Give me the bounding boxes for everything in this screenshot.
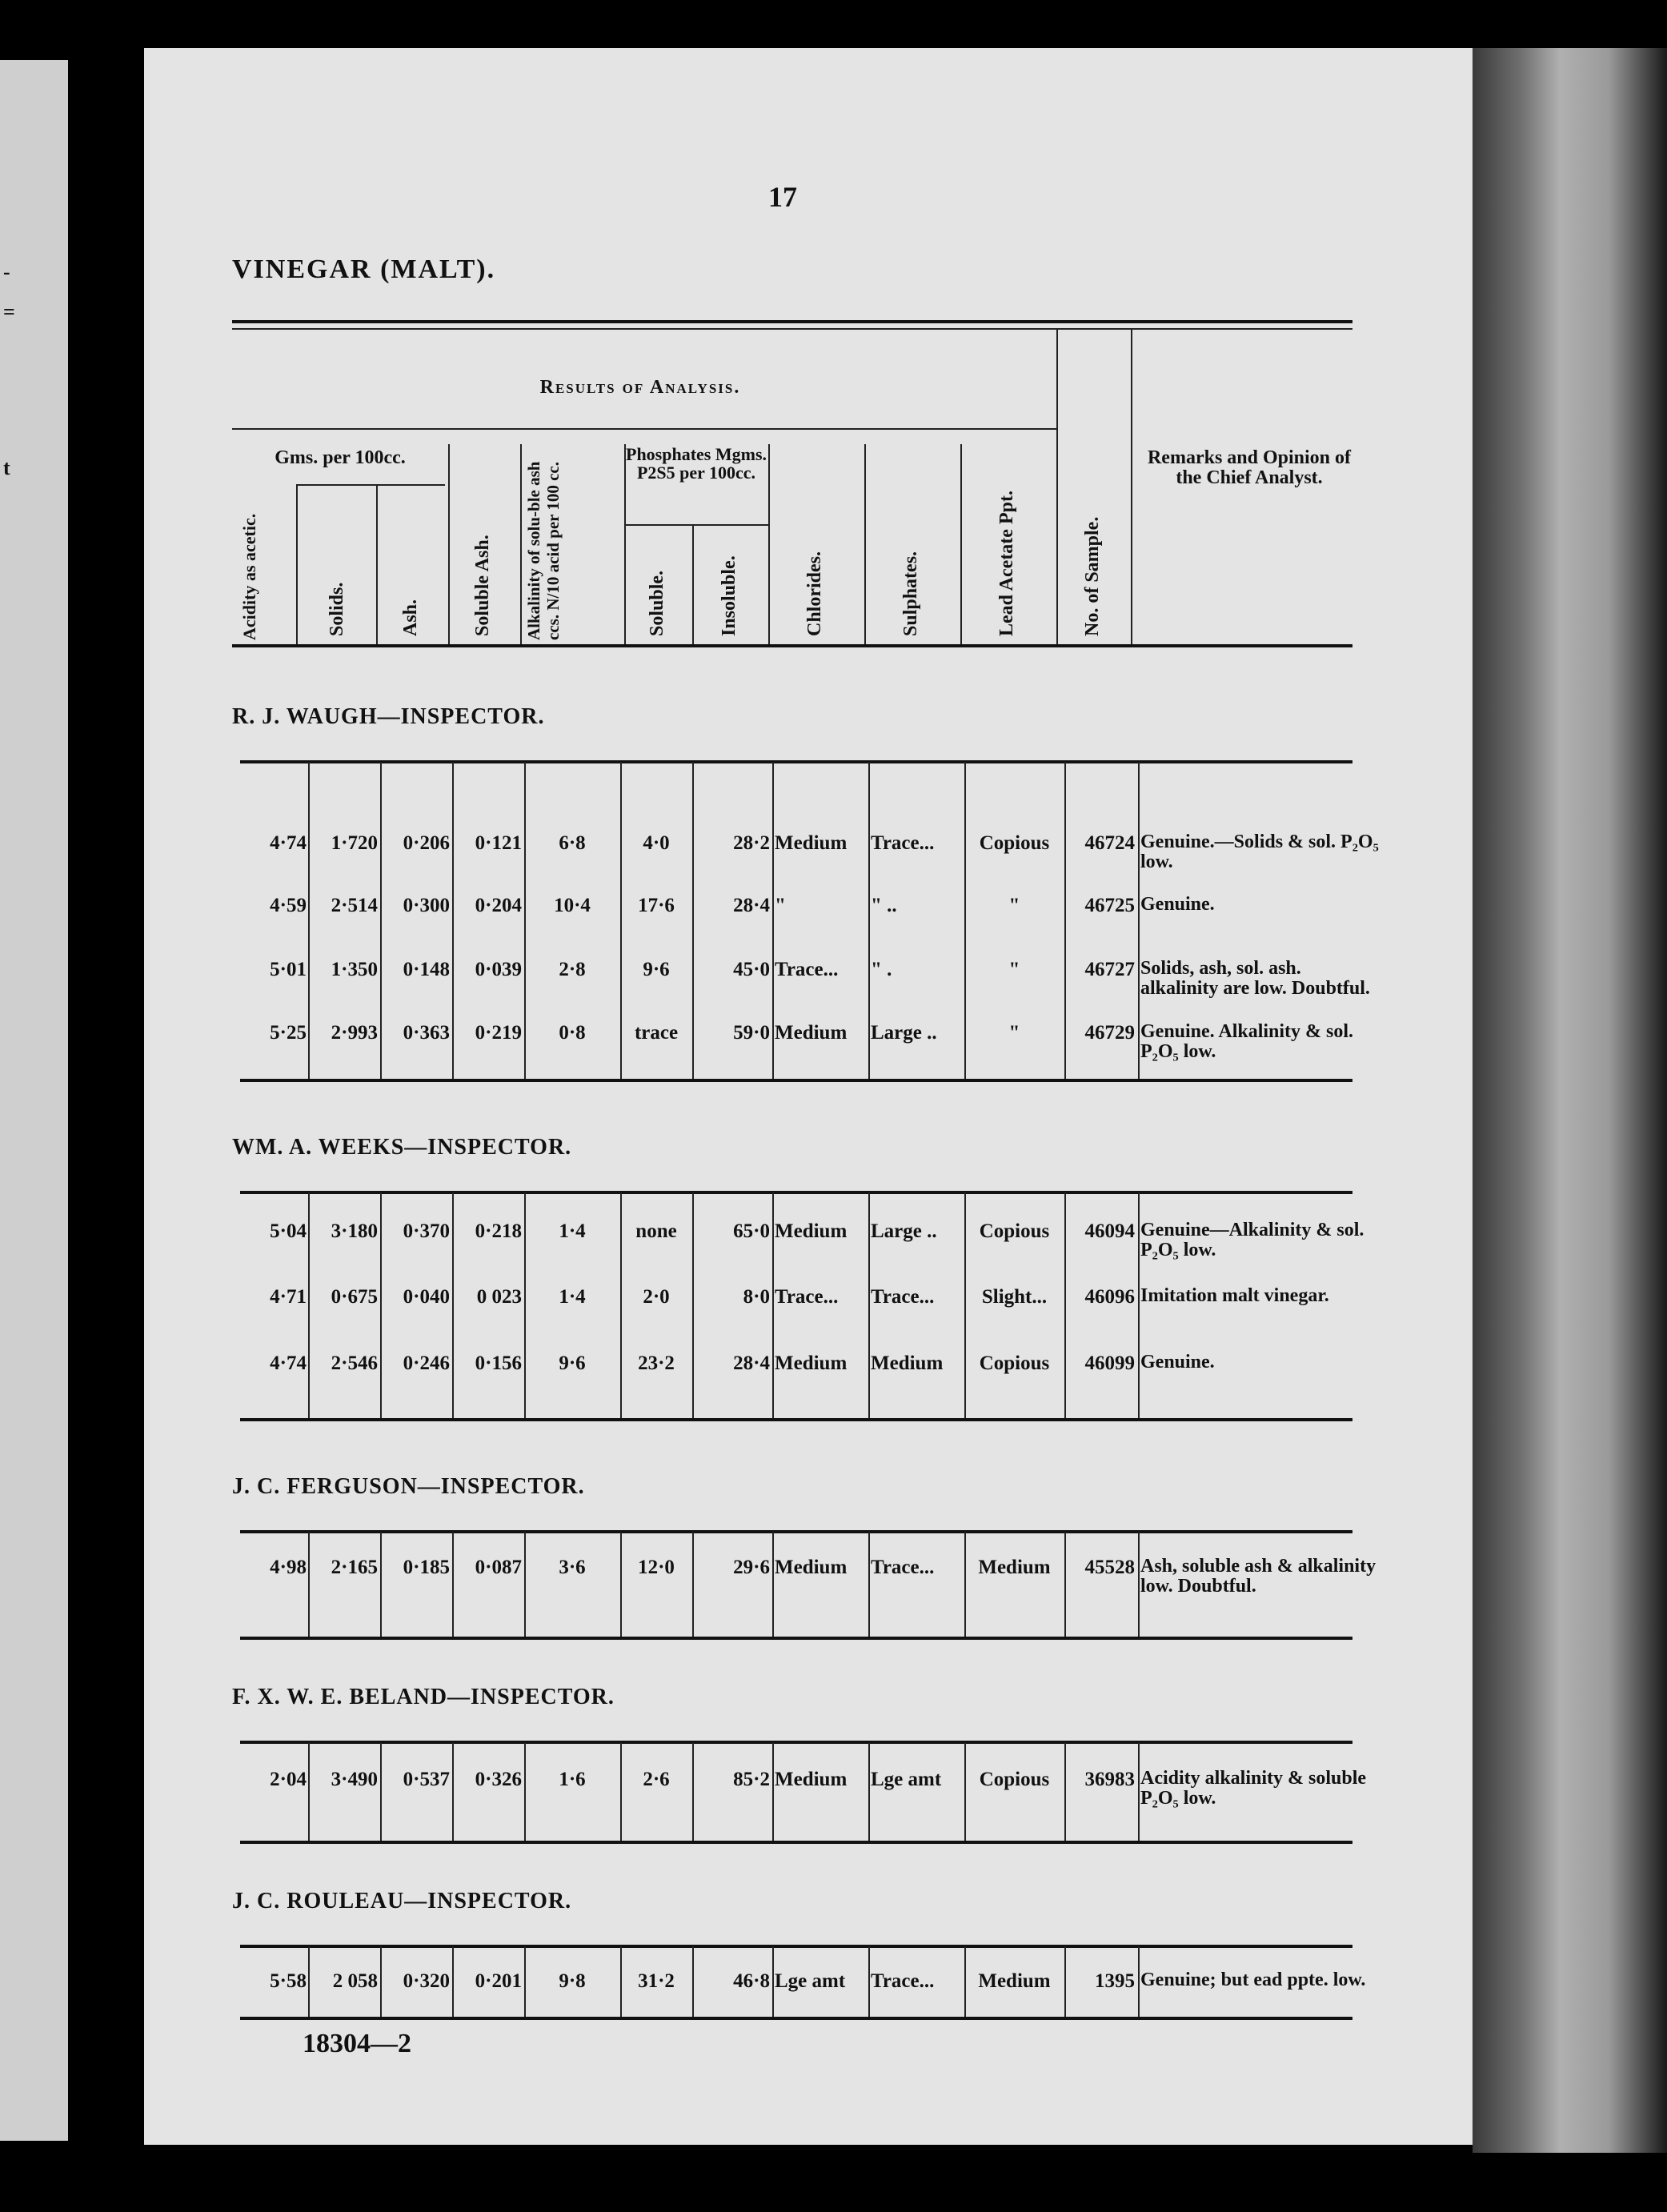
- table-top-rule: [232, 328, 1352, 330]
- table-cell-lead: Copious: [979, 1220, 1050, 1242]
- table-cell-acidity: 5·01: [270, 959, 307, 980]
- table-cell-alkalinity: 1·4: [559, 1286, 586, 1308]
- remarks-cell: Imitation malt vinegar.: [1140, 1285, 1329, 1306]
- table-cell-solids: 1·350: [331, 959, 378, 980]
- table-cell-sol-ash: 0 023: [476, 1286, 522, 1308]
- column-divider: [868, 1946, 870, 2017]
- table-cell-phos-insol: 46·8: [733, 1970, 770, 1992]
- header-divider: [960, 444, 962, 644]
- column-divider: [524, 1742, 526, 1841]
- table-cell-phos-insol: 29·6: [733, 1557, 770, 1578]
- column-divider: [964, 1532, 966, 1637]
- column-divider: [1138, 1192, 1140, 1418]
- section-bottom-rule: [240, 2017, 1352, 2020]
- column-divider: [380, 1532, 382, 1637]
- table-cell-phos-insol: 28·2: [733, 832, 770, 854]
- table-cell-ash: 0·040: [403, 1286, 450, 1308]
- table-cell-sol-ash: 0·039: [475, 959, 522, 980]
- inspector-heading: WM. A. WEEKS—INSPECTOR.: [232, 1135, 572, 1160]
- table-cell-chlorides: Medium: [775, 832, 848, 854]
- section-top-rule: [240, 1191, 1352, 1194]
- column-divider: [692, 1532, 694, 1637]
- header-divider: [520, 444, 522, 644]
- table-cell-lead: ": [1008, 895, 1020, 916]
- column-divider: [868, 1192, 870, 1418]
- table-cell-phos-insol: 28·4: [733, 1352, 770, 1374]
- remarks-cell: Acidity alkalinity & soluble P₂O₅ low.: [1140, 1768, 1367, 1809]
- column-divider: [620, 1742, 622, 1841]
- table-cell-sulphates: " .: [871, 959, 892, 980]
- table-cell-acidity: 4·98: [270, 1557, 307, 1578]
- column-divider: [868, 1742, 870, 1841]
- table-cell-alkalinity: 1·6: [559, 1769, 586, 1790]
- table-cell-phos-insol: 85·2: [733, 1769, 770, 1790]
- table-cell-sol-ash: 0·201: [475, 1970, 522, 1992]
- table-cell-phos-sol: 2·0: [643, 1286, 670, 1308]
- table-cell-ash: 0·185: [403, 1557, 450, 1578]
- table-cell-sample: 46729: [1084, 1022, 1135, 1044]
- table-cell-phos-insol: 65·0: [733, 1220, 770, 1242]
- table-cell-solids: 0·675: [331, 1286, 378, 1308]
- table-cell-sample: 46099: [1084, 1352, 1135, 1374]
- header-divider: [376, 484, 378, 644]
- column-divider: [620, 1532, 622, 1637]
- table-cell-solids: 3·180: [331, 1220, 378, 1242]
- header-divider: [296, 484, 298, 644]
- table-cell-solids: 2·514: [331, 895, 378, 916]
- table-cell-sol-ash: 0·204: [475, 895, 522, 916]
- header-rule: [296, 484, 445, 486]
- column-divider: [772, 1946, 774, 2017]
- table-cell-phos-sol: trace: [634, 1022, 679, 1044]
- column-divider: [772, 762, 774, 1079]
- table-cell-phos-sol: 12·0: [638, 1557, 675, 1578]
- table-cell-sulphates: Trace...: [871, 1286, 935, 1308]
- column-divider: [1138, 1742, 1140, 1841]
- table-cell-ash: 0·537: [403, 1769, 450, 1790]
- section-top-rule: [240, 1530, 1352, 1533]
- table-cell-sulphates: Large ..: [871, 1220, 937, 1242]
- table-cell-sol-ash: 0·087: [475, 1557, 522, 1578]
- section-top-rule: [240, 1945, 1352, 1948]
- table-cell-sulphates: Trace...: [871, 1970, 935, 1992]
- table-cell-alkalinity: 0·8: [559, 1022, 586, 1044]
- table-cell-phos-insol: 45·0: [733, 959, 770, 980]
- column-divider: [1138, 1532, 1140, 1637]
- soluble-heading: Soluble.: [647, 570, 667, 636]
- table-cell-phos-sol: 9·6: [643, 959, 670, 980]
- table-cell-phos-sol: 4·0: [643, 832, 670, 854]
- column-divider: [1138, 1946, 1140, 2017]
- remarks-cell: Genuine; but ead ppte. low.: [1140, 1970, 1366, 1990]
- inspector-heading: F. X. W. E. BELAND—INSPECTOR.: [232, 1685, 615, 1709]
- table-cell-chlorides: Trace...: [775, 959, 839, 980]
- left-page-mark: t: [3, 456, 10, 479]
- left-page-mark: -: [3, 260, 10, 283]
- table-cell-phos-sol: 17·6: [638, 895, 675, 916]
- table-cell-ash: 0·320: [403, 1970, 450, 1992]
- remarks-cell: Genuine—Alkalinity & sol. P₂O₅ low.: [1140, 1220, 1364, 1261]
- table-cell-chlorides: Medium: [775, 1220, 848, 1242]
- table-cell-acidity: 4·59: [270, 895, 307, 916]
- table-cell-acidity: 5·58: [270, 1970, 307, 1992]
- solids-heading: Solids.: [327, 582, 347, 636]
- table-cell-chlorides: Medium: [775, 1557, 848, 1578]
- header-divider: [692, 524, 694, 644]
- table-cell-phos-insol: 28·4: [733, 895, 770, 916]
- table-cell-acidity: 5·25: [270, 1022, 307, 1044]
- column-divider: [1138, 762, 1140, 1079]
- table-cell-lead: ": [1008, 1022, 1020, 1044]
- document-page: [144, 48, 1473, 2145]
- remarks-cell: Ash, soluble ash & alkalinity low. Doubtful.: [1140, 1556, 1376, 1597]
- table-cell-sulphates: Medium: [871, 1352, 944, 1374]
- table-cell-alkalinity: 9·6: [559, 1352, 586, 1374]
- soluble-ash-heading: Soluble Ash.: [472, 535, 493, 636]
- table-cell-chlorides: Medium: [775, 1769, 848, 1790]
- header-divider: [864, 444, 866, 644]
- table-cell-alkalinity: 2·8: [559, 959, 586, 980]
- table-cell-sol-ash: 0·326: [475, 1769, 522, 1790]
- table-cell-lead: Slight...: [981, 1286, 1048, 1308]
- lead-acetate-heading: Lead Acetate Ppt.: [996, 491, 1017, 636]
- table-cell-sulphates: " ..: [871, 895, 897, 916]
- table-cell-solids: 1·720: [331, 832, 378, 854]
- table-cell-solids: 3·490: [331, 1769, 378, 1790]
- header-divider: [1056, 328, 1058, 644]
- alkalinity-heading: Alkalinity of solu-ble ash ccs. N/10 acid per 100 cc.: [524, 461, 563, 640]
- table-cell-solids: 2·993: [331, 1022, 378, 1044]
- table-cell-alkalinity: 6·8: [559, 832, 586, 854]
- table-cell-lead: Medium: [978, 1557, 1051, 1578]
- table-cell-sol-ash: 0·219: [475, 1022, 522, 1044]
- header-rule: [232, 428, 1056, 430]
- table-cell-chlorides: ": [775, 895, 786, 916]
- remarks-heading: Remarks and Opinion of the Chief Analyst.: [1147, 447, 1352, 489]
- section-top-rule: [240, 1741, 1352, 1744]
- table-cell-sample: 46725: [1084, 895, 1135, 916]
- remarks-cell: Solids, ash, sol. ash. alkalinity are low. Doubtful.: [1140, 958, 1370, 1000]
- table-cell-ash: 0·148: [403, 959, 450, 980]
- inspector-heading: J. C. ROULEAU—INSPECTOR.: [232, 1889, 572, 1913]
- section-bottom-rule: [240, 1418, 1352, 1421]
- column-divider: [452, 1532, 454, 1637]
- chlorides-heading: Chlorides.: [804, 551, 825, 636]
- table-cell-sample: 36983: [1084, 1769, 1135, 1790]
- table-cell-ash: 0·363: [403, 1022, 450, 1044]
- remarks-cell: Genuine.: [1140, 894, 1215, 915]
- table-cell-solids: 2·165: [331, 1557, 378, 1578]
- insoluble-heading: Insoluble.: [719, 555, 739, 636]
- table-cell-sample: 1395: [1095, 1970, 1135, 1992]
- header-divider: [448, 444, 450, 644]
- remarks-cell: Genuine. Alkalinity & sol. P₂O₅ low.: [1140, 1021, 1354, 1063]
- phosphates-heading: Phosphates Mgms. P2S5 per 100cc.: [626, 444, 767, 483]
- column-divider: [308, 1532, 310, 1637]
- table-cell-sample: 46727: [1084, 959, 1135, 980]
- page-footer: 18304—2: [303, 2029, 411, 2058]
- section-top-rule: [240, 760, 1352, 763]
- gms-group-heading: Gms. per 100cc.: [274, 447, 406, 468]
- table-cell-alkalinity: 9·8: [559, 1970, 586, 1992]
- ash-heading: Ash.: [400, 599, 421, 636]
- column-divider: [1064, 1742, 1066, 1841]
- table-cell-sulphates: Trace...: [871, 832, 935, 854]
- left-page-edge: [0, 60, 68, 2141]
- table-cell-ash: 0·246: [403, 1352, 450, 1374]
- page-number: 17: [768, 181, 797, 213]
- table-cell-sol-ash: 0·218: [475, 1220, 522, 1242]
- table-cell-acidity: 4·71: [270, 1286, 307, 1308]
- table-cell-phos-sol: none: [635, 1220, 677, 1242]
- table-cell-acidity: 2·04: [270, 1769, 307, 1790]
- left-page-mark: =: [3, 300, 15, 323]
- column-divider: [868, 762, 870, 1079]
- table-cell-sample: 45528: [1084, 1557, 1135, 1578]
- column-divider: [868, 1532, 870, 1637]
- column-divider: [692, 1742, 694, 1841]
- sulphates-heading: Sulphates.: [900, 551, 921, 636]
- table-cell-alkalinity: 1·4: [559, 1220, 586, 1242]
- table-cell-ash: 0·370: [403, 1220, 450, 1242]
- results-heading: Results of Analysis.: [539, 377, 741, 398]
- table-cell-ash: 0·206: [403, 832, 450, 854]
- table-cell-sulphates: Trace...: [871, 1557, 935, 1578]
- inspector-heading: J. C. FERGUSON—INSPECTOR.: [232, 1474, 585, 1499]
- table-cell-lead: Medium: [978, 1970, 1051, 1992]
- inspector-heading: R. J. WAUGH—INSPECTOR.: [232, 704, 545, 729]
- column-divider: [308, 1742, 310, 1841]
- page-binding-shadow: [1473, 48, 1667, 2153]
- table-cell-ash: 0·300: [403, 895, 450, 916]
- column-divider: [772, 1742, 774, 1841]
- table-cell-phos-insol: 8·0: [743, 1286, 770, 1308]
- column-divider: [452, 1742, 454, 1841]
- table-cell-alkalinity: 10·4: [554, 895, 591, 916]
- column-divider: [1064, 1532, 1066, 1637]
- table-cell-acidity: 5·04: [270, 1220, 307, 1242]
- header-bottom-rule: [232, 644, 1352, 647]
- column-divider: [964, 1742, 966, 1841]
- section-bottom-rule: [240, 1079, 1352, 1082]
- column-divider: [524, 1532, 526, 1637]
- table-cell-lead: Copious: [979, 1769, 1050, 1790]
- table-cell-phos-sol: 2·6: [643, 1769, 670, 1790]
- header-rule: [624, 524, 768, 526]
- table-cell-sample: 46096: [1084, 1286, 1135, 1308]
- column-divider: [772, 1532, 774, 1637]
- table-cell-solids: 2 058: [332, 1970, 378, 1992]
- table-top-rule: [232, 320, 1352, 323]
- table-cell-lead: Copious: [979, 832, 1050, 854]
- table-cell-chlorides: Trace...: [775, 1286, 839, 1308]
- table-cell-sample: 46724: [1084, 832, 1135, 854]
- column-divider: [772, 1192, 774, 1418]
- remarks-cell: Genuine.—Solids & sol. P₂O₅ low.: [1140, 832, 1379, 873]
- section-bottom-rule: [240, 1637, 1352, 1640]
- table-cell-sol-ash: 0·156: [475, 1352, 522, 1374]
- acidity-heading: Acidity as acetic.: [239, 513, 259, 640]
- column-divider: [380, 1742, 382, 1841]
- table-cell-phos-insol: 59·0: [733, 1022, 770, 1044]
- table-cell-phos-sol: 31·2: [638, 1970, 675, 1992]
- table-cell-sulphates: Large ..: [871, 1022, 937, 1044]
- page-title: VINEGAR (MALT).: [232, 254, 496, 284]
- table-cell-chlorides: Medium: [775, 1022, 848, 1044]
- remarks-cell: Genuine.: [1140, 1352, 1215, 1372]
- table-cell-lead: ": [1008, 959, 1020, 980]
- table-cell-chlorides: Medium: [775, 1352, 848, 1374]
- table-cell-phos-sol: 23·2: [638, 1352, 675, 1374]
- table-cell-acidity: 4·74: [270, 832, 307, 854]
- table-cell-sample: 46094: [1084, 1220, 1135, 1242]
- table-cell-chlorides: Lge amt: [775, 1970, 846, 1992]
- header-divider: [768, 444, 770, 644]
- table-cell-alkalinity: 3·6: [559, 1557, 586, 1578]
- section-bottom-rule: [240, 1841, 1352, 1844]
- table-cell-lead: Copious: [979, 1352, 1050, 1374]
- table-cell-solids: 2·546: [331, 1352, 378, 1374]
- table-cell-sulphates: Lge amt: [871, 1769, 942, 1790]
- sample-no-heading: No. of Sample.: [1082, 516, 1103, 636]
- table-cell-sol-ash: 0·121: [475, 832, 522, 854]
- header-divider: [1131, 328, 1132, 644]
- table-cell-acidity: 4·74: [270, 1352, 307, 1374]
